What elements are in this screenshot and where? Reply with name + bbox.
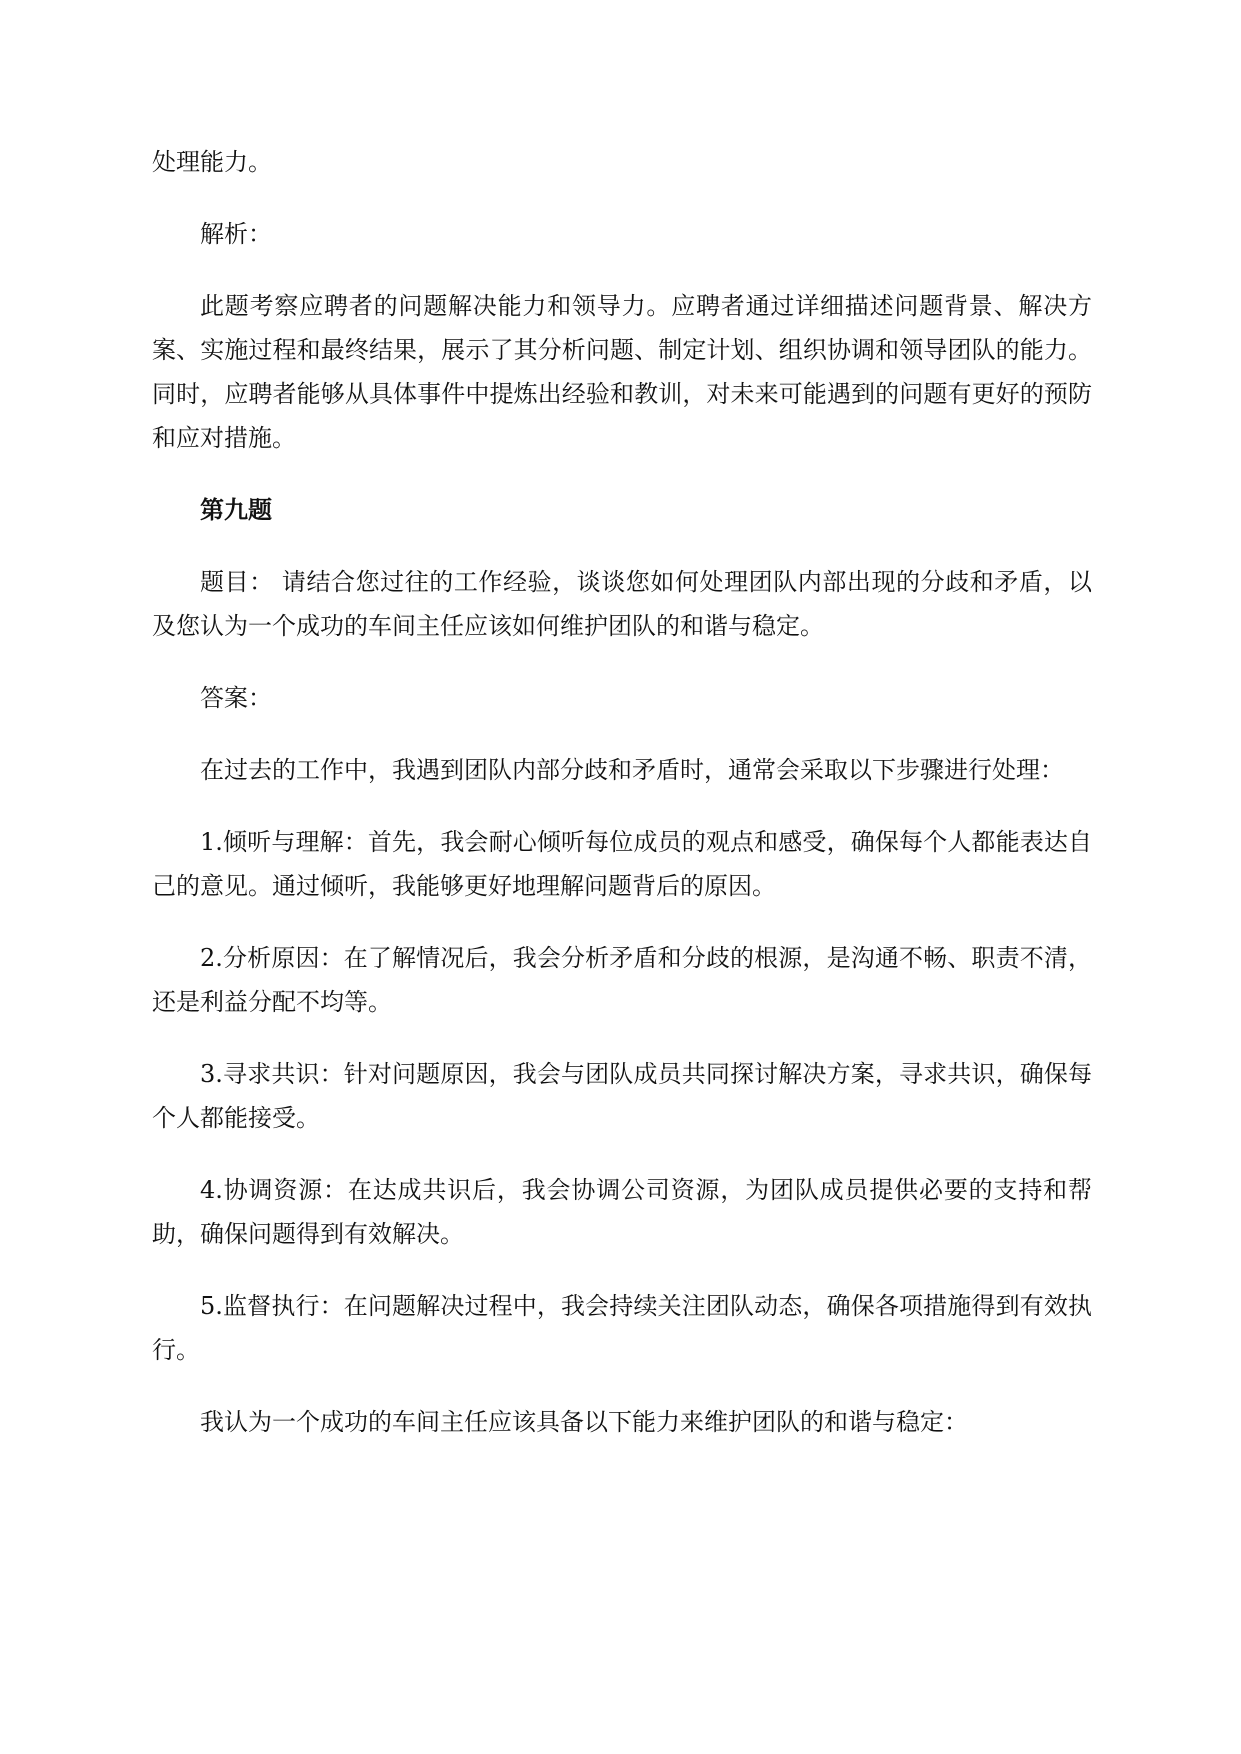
answer-conclusion-intro: 我认为一个成功的车间主任应该具备以下能力来维护团队的和谐与稳定： <box>200 1408 968 1436</box>
answer-step-3: 3.寻求共识：针对问题原因，我会与团队成员共同探讨解决方案，寻求共识，确保每个人都能接受。 <box>152 1060 1092 1132</box>
answer-step-4: 4.协调资源：在达成共识后，我会协调公司资源，为团队成员提供必要的支持和帮助，确保问题得到有效解决。 <box>152 1176 1092 1248</box>
document-page <box>152 140 1092 1472</box>
analysis-label: 解析： <box>200 220 272 248</box>
answer-step-1: 1.倾听与理解：首先，我会耐心倾听每位成员的观点和感受，确保每个人都能表达自己的意见。通过倾听，我能够更好地理解问题背后的原因。 <box>152 828 1092 900</box>
paragraph-continuation: 处理能力。 <box>152 148 272 176</box>
answer-label: 答案： <box>200 684 272 712</box>
answer-step-2: 2.分析原因：在了解情况后，我会分析矛盾和分歧的根源，是沟通不畅、职责不清，还是利益分配不均等。 <box>152 944 1092 1016</box>
answer-step-5: 5.监督执行：在问题解决过程中，我会持续关注团队动态，确保各项措施得到有效执行。 <box>152 1292 1092 1364</box>
question-heading: 第九题 <box>200 495 272 524</box>
answer-intro: 在过去的工作中，我遇到团队内部分歧和矛盾时，通常会采取以下步骤进行处理： <box>200 756 1064 784</box>
analysis-paragraph: 此题考察应聘者的问题解决能力和领导力。应聘者通过详细描述问题背景、解决方案、实施过程和最终结果，展示了其分析问题、制定计划、组织协调和领导团队的能力。同时，应聘者能够从具体事件中提炼出经验和教训，对未来可能遇到的问题有更好的预防和应对措施。 <box>152 292 1092 452</box>
question-paragraph: 题目： 请结合您过往的工作经验，谈谈您如何处理团队内部出现的分歧和矛盾，以及您认为一个成功的车间主任应该如何维护团队的和谐与稳定。 <box>152 568 1092 640</box>
